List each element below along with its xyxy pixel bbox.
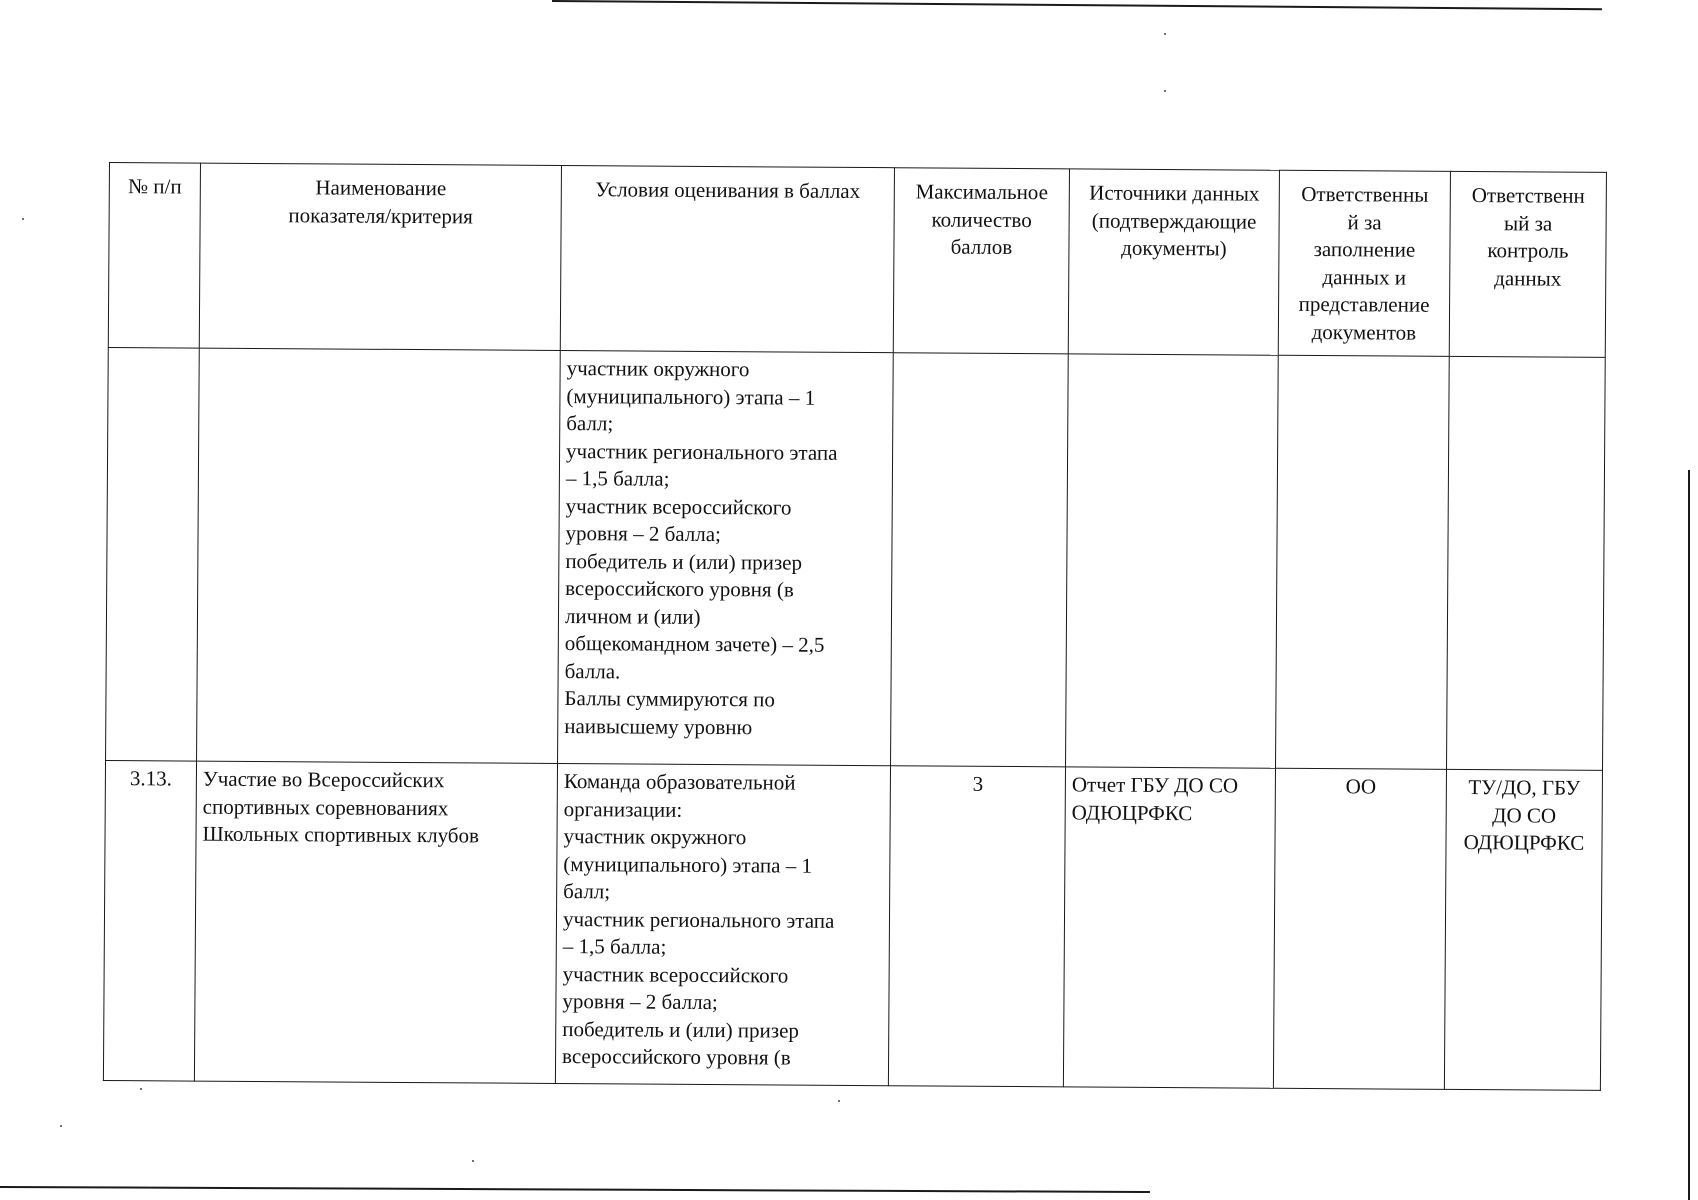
scan-speck (22, 218, 24, 220)
cell-criterion-name (197, 348, 561, 763)
cell-evaluation-conditions: участник окружного (муниципального) этапа – 1 балл; участник регионального этапа – 1,5 балла; участник всероссийского уровня – 2 балла; победитель и (или) призер всероссийского уровня (в личном и (или) общекомандном зачете) – 2,5 балла. Баллы суммируются по наивысшему уровню (558, 350, 894, 765)
cell-responsible-fill (1276, 355, 1450, 769)
header-responsible-fill: Ответственны й за заполнение данных и представление документов (1278, 170, 1450, 356)
cell-criterion-name: Участие во Всероссийских спортивных соревнованиях Школьных спортивных клубов (194, 761, 557, 1083)
scan-speck (140, 1088, 142, 1090)
table-row-3-13 (103, 760, 1602, 1090)
cell-number (106, 347, 200, 761)
header-responsible-control: Ответственн ый за контроль данных (1449, 171, 1606, 357)
cell-number: 3.13. (103, 760, 196, 1081)
cell-evaluation-conditions: Команда образовательной организации: участник окружного (муниципального) этапа – 1 балл; участник регионального этапа – 1,5 балла; участник всероссийского уровня – 2 балла; победитель и (или) призер всероссийского уровня (в (555, 763, 890, 1085)
scan-speck (60, 1125, 62, 1127)
cell-data-sources (1066, 354, 1279, 768)
header-criterion-name: Наименование показателя/критерия (199, 163, 561, 350)
scan-speck (1164, 33, 1166, 35)
header-evaluation-conditions: Условия оценивания в баллах (560, 166, 894, 353)
scan-edge-top (552, 0, 1602, 10)
cell-data-sources: Отчет ГБУ ДО СО ОДЮЦРФКС (1063, 767, 1275, 1088)
cell-responsible-control (1447, 356, 1606, 770)
document-table-wrapper (103, 162, 1606, 1091)
table-row-continuation (106, 347, 1606, 770)
cell-max-points (891, 353, 1069, 767)
cell-responsible-fill: ОО (1273, 768, 1446, 1089)
cell-responsible-control: ТУ/ДО, ГБУ ДО СО ОДЮЦРФКС (1444, 769, 1602, 1090)
cell-max-points: 3 (888, 766, 1065, 1087)
criteria-table (103, 162, 1607, 1091)
scan-speck (472, 1160, 474, 1162)
scan-edge-bottom (0, 1186, 1150, 1193)
table-header-row (108, 163, 1606, 358)
header-max-points: Максимальное количество баллов (893, 168, 1069, 354)
header-data-sources: Источники данных (подтверждающие документы) (1068, 169, 1279, 355)
scan-speck (838, 1100, 840, 1102)
scan-speck (1164, 90, 1166, 92)
scan-edge-right (1688, 470, 1690, 1200)
header-number: № п/п (108, 163, 200, 349)
